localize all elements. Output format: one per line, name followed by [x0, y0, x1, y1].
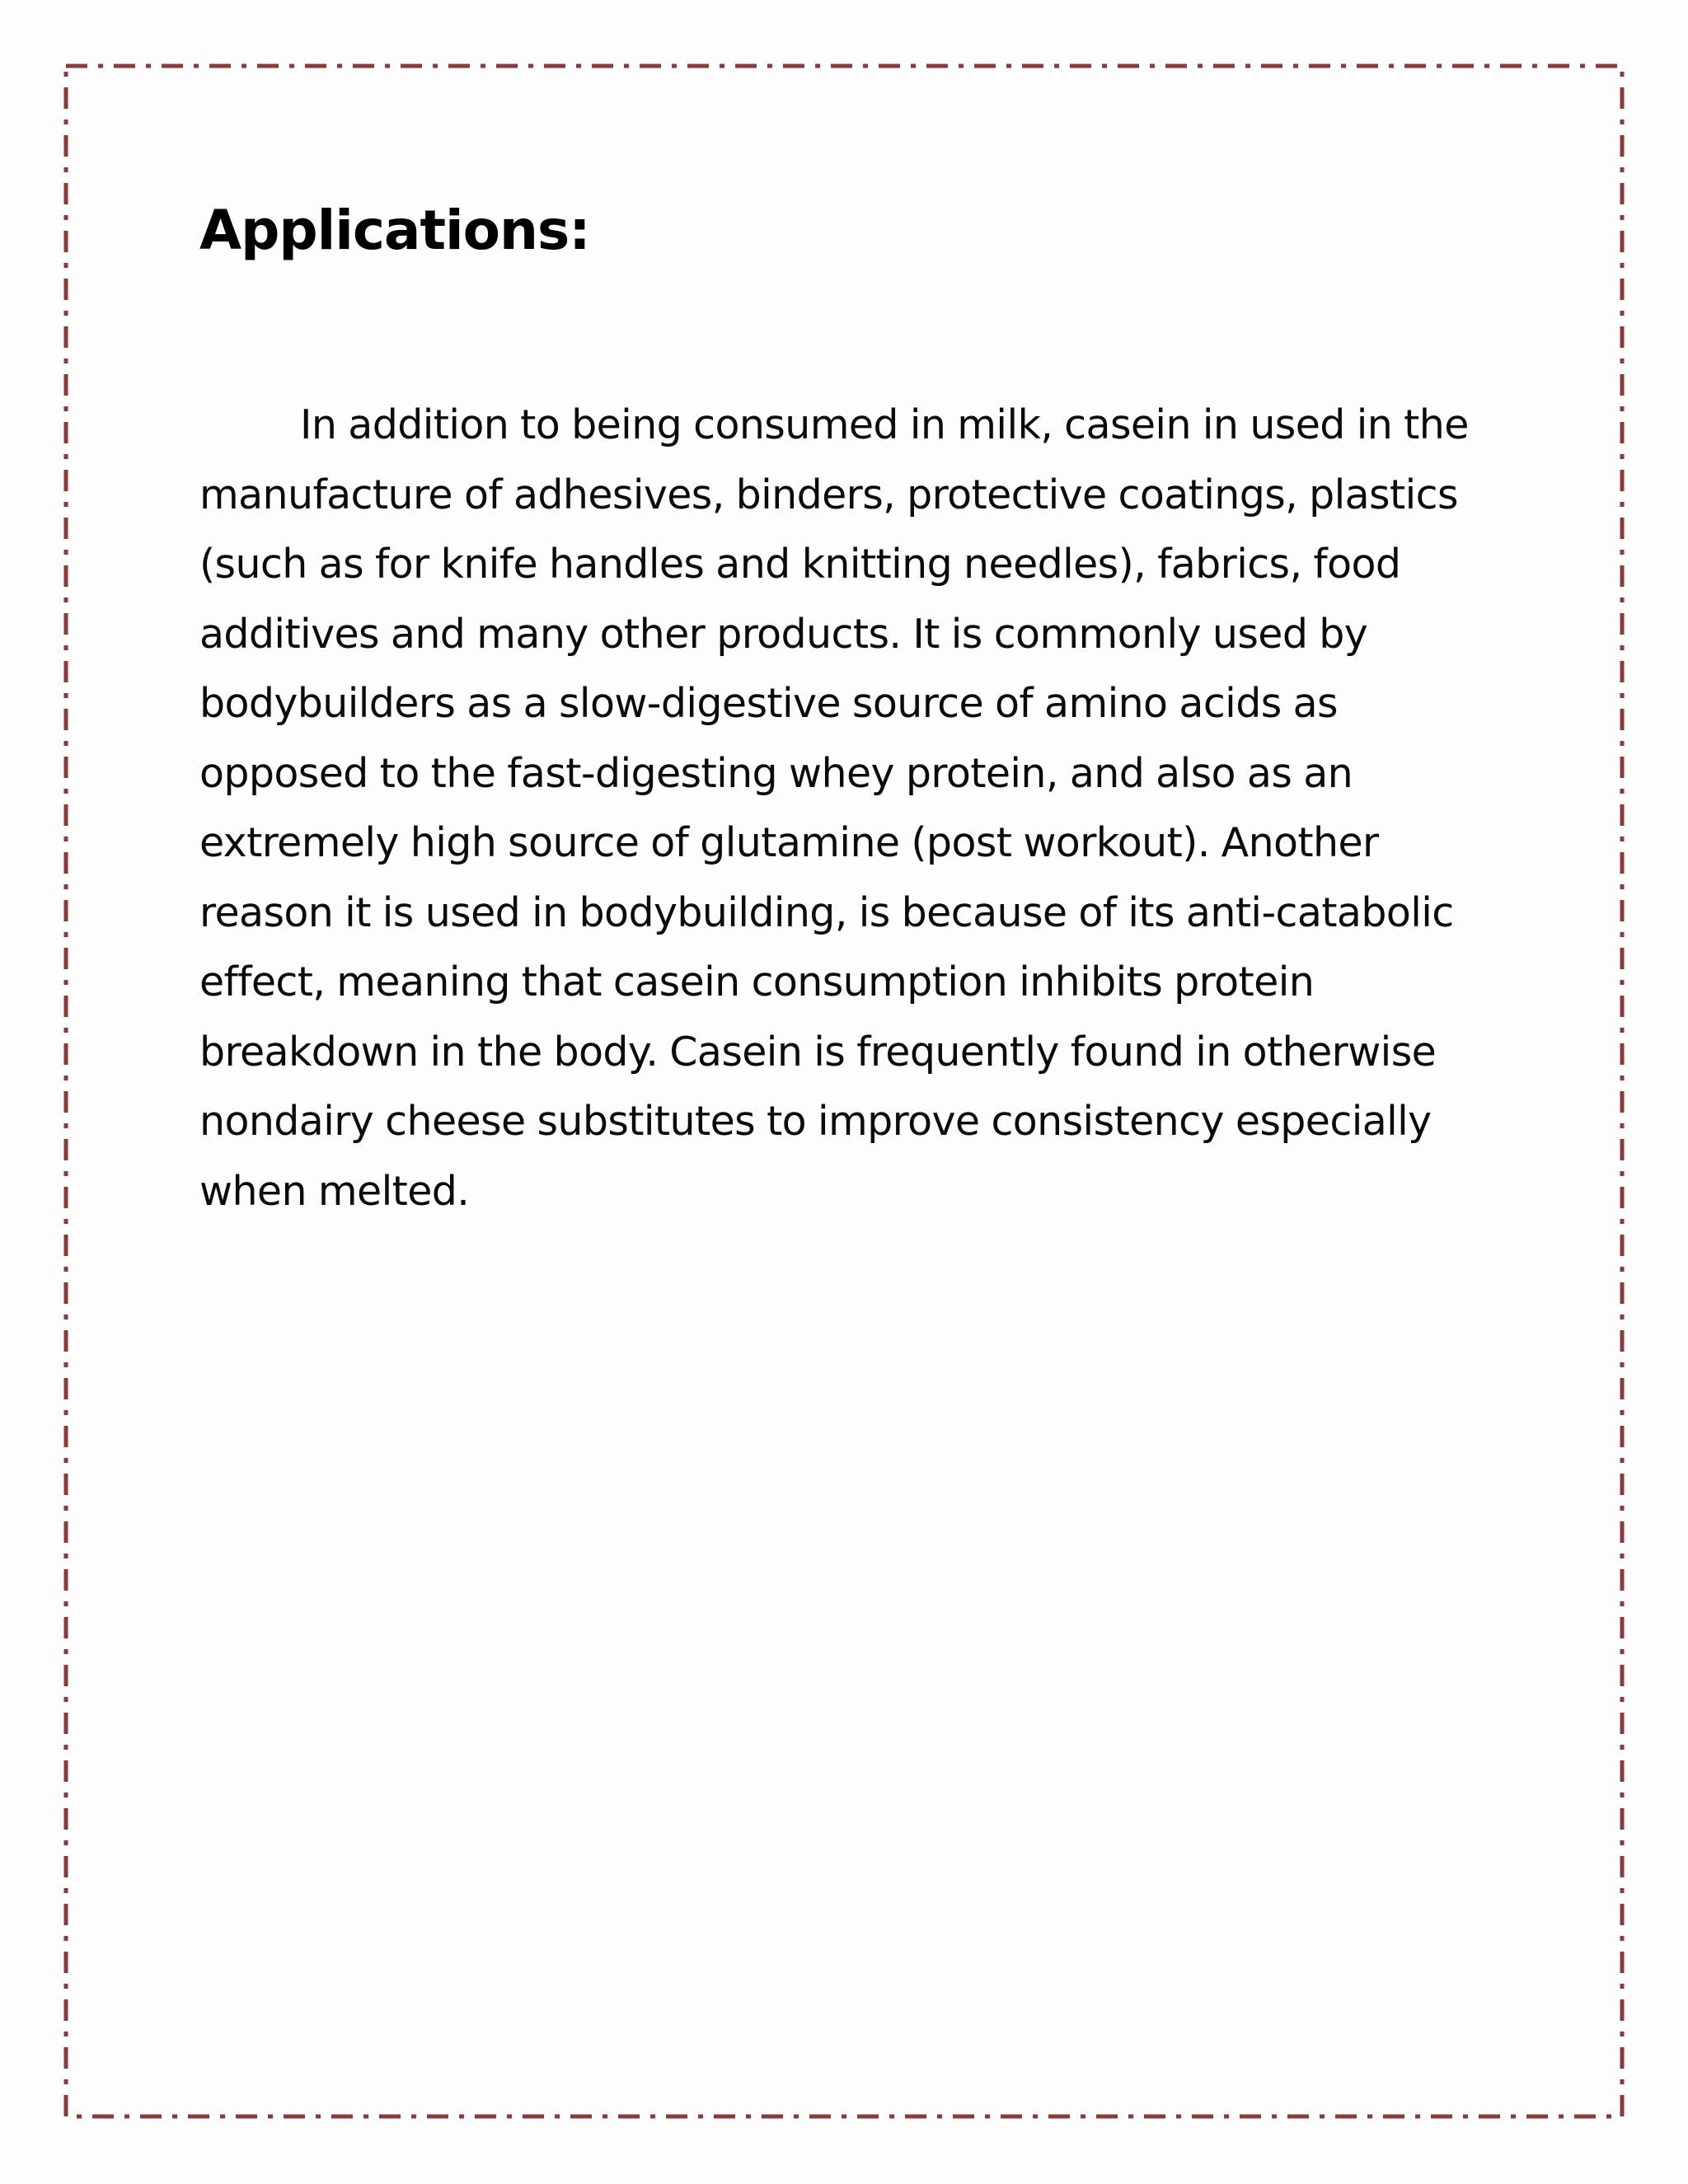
- body-paragraph: In addition to being consumed in milk, casein in used in the manufacture of adhesives, binders, protective coatings, plastics (such as for knife handles and knitting needles), fabrics, food additives and many other products. It is commonly used by bodybuilders as a slow-digestive source of amino acids as opposed to the fast-digesting whey protein, and also as an extremely high source of glutamine (post workout). Another reason it is used in bodybuilding, is because of its anti-catabolic effect, meaning that casein consumption inhibits protein breakdown in the body. Casein is frequently found in otherwise nondairy cheese substitutes to improve consistency especially when melted.: [199, 401, 1469, 1215]
- page-content: [199, 198, 1518, 1226]
- section-heading: Applications:: [199, 199, 590, 262]
